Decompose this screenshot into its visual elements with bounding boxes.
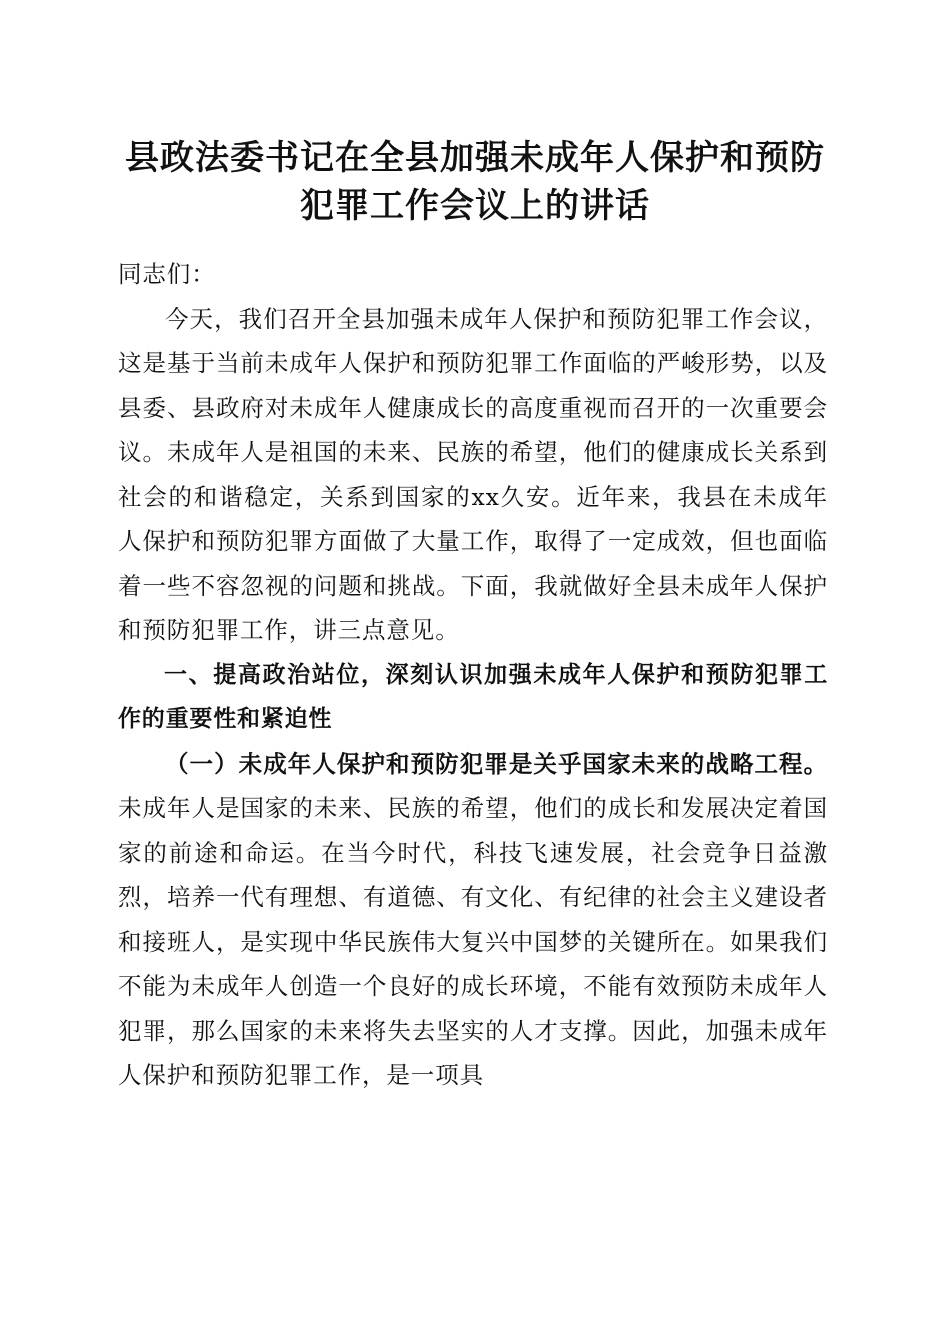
title-line-2: 犯罪工作会议上的讲话 bbox=[300, 186, 650, 226]
salutation: 同志们： bbox=[118, 260, 216, 288]
subsection-body-1: 未成年人是国家的未来、民族的希望，他们的成长和发展决定着国家的前途和命运。在当今时代，科技飞速发展，社会竞争日益激烈，培养一代有理想、有道德、有文化、有纪律的社会主义建设者和接班人，是实现中华民族伟大复兴中国梦的关键所在。如果我们不能为未成年人创造一个良好的成长环境，不能有效预防未成年人犯罪，那么国家的未来将失去坚实的人才支撑。因此，加强未成年人保护和预防犯罪工作，是一项具 bbox=[118, 794, 828, 1089]
title-line-1: 县政法委书记在全县加强未成年人保护和预防 bbox=[125, 138, 825, 178]
document-title bbox=[118, 134, 832, 230]
intro-paragraph: 今天，我们召开全县加强未成年人保护和预防犯罪工作会议，这是基于当前未成年人保护和预防犯罪工作面临的严峻形势，以及县委、县政府对未成年人健康成长的高度重视而召开的一次重要会议。未成年人是祖国的未来、民族的希望，他们的健康成长关系到社会的和谐稳定，关系到国家的xx久安。近年来，我县在未成年人保护和预防犯罪方面做了大量工作，取得了一定成效，但也面临着一些不容忽视的问题和挑战。下面，我就做好全县未成年人保护和预防犯罪工作，讲三点意见。 bbox=[118, 304, 828, 644]
subsection-paragraph-1 bbox=[118, 742, 828, 1098]
section-heading-1: 一、提高政治站位，深刻认识加强未成年人保护和预防犯罪工作的重要性和紧迫性 bbox=[118, 661, 828, 732]
subsection-heading-1: （一）未成年人保护和预防犯罪是关乎国家未来的战略工程。 bbox=[165, 749, 828, 778]
document-body bbox=[118, 252, 828, 1098]
